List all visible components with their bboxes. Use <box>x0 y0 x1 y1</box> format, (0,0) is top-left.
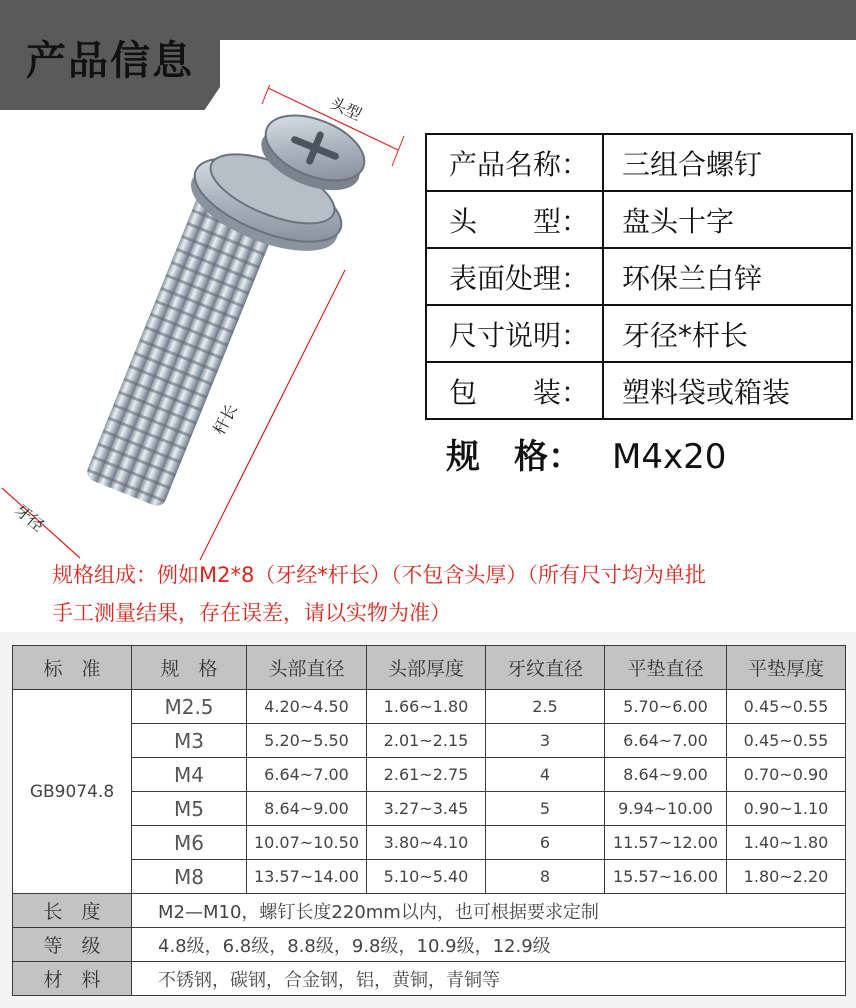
column-header: 头部厚度 <box>367 646 486 690</box>
table-cell: 5.70~6.00 <box>605 690 727 724</box>
table-cell: 3 <box>486 724 605 758</box>
table-row <box>13 792 846 826</box>
table-cell: 8.64~9.00 <box>605 758 727 792</box>
table-cell: 0.90~1.10 <box>727 792 846 826</box>
info-key: 包 装： <box>426 362 603 419</box>
column-header: 平垫直径 <box>605 646 727 690</box>
column-header: 规 格 <box>132 646 247 690</box>
product-info-table <box>425 133 853 420</box>
table-cell: 10.07~10.50 <box>247 826 367 860</box>
table-cell: 5 <box>486 792 605 826</box>
info-row <box>426 191 852 248</box>
table-cell: M8 <box>132 860 247 894</box>
info-key: 表面处理： <box>426 248 603 305</box>
info-value: 牙径*杆长 <box>603 305 852 362</box>
table-row <box>13 724 846 758</box>
table-row <box>13 928 846 962</box>
spec-note <box>52 556 842 632</box>
table-row <box>13 962 846 996</box>
info-key: 尺寸说明： <box>426 305 603 362</box>
table-row <box>13 758 846 792</box>
spec-line <box>446 432 726 482</box>
size-table <box>12 645 846 996</box>
table-row <box>13 860 846 894</box>
table-cell: 6.64~7.00 <box>247 758 367 792</box>
table-cell: 9.94~10.00 <box>605 792 727 826</box>
info-value: 三组合螺钉 <box>603 134 852 191</box>
table-row <box>13 826 846 860</box>
info-key: 产品名称： <box>426 134 603 191</box>
info-row <box>426 305 852 362</box>
table-cell: 1.40~1.80 <box>727 826 846 860</box>
table-cell: M5 <box>132 792 247 826</box>
table-cell: M4 <box>132 758 247 792</box>
page-title: 产品信息 <box>26 38 194 84</box>
row-header: 材 料 <box>13 962 132 996</box>
table-cell: 0.45~0.55 <box>727 724 846 758</box>
note-line: 规格组成：例如M2*8（牙经*杆长）（不包含头厚）（所有尺寸均为单批 <box>52 563 706 587</box>
table-cell: 2.61~2.75 <box>367 758 486 792</box>
table-cell: 6.64~7.00 <box>605 724 727 758</box>
table-cell: 5.20~5.50 <box>247 724 367 758</box>
standard-cell: GB9074.8 <box>13 690 132 894</box>
screw-illustration <box>0 85 420 565</box>
size-table-header <box>13 646 846 690</box>
thread-dimension-label: 牙径 <box>11 500 48 536</box>
column-header: 平垫厚度 <box>727 646 846 690</box>
column-header: 标 准 <box>13 646 132 690</box>
info-row <box>426 248 852 305</box>
row-header: 长 度 <box>13 894 132 928</box>
table-cell: 4.8级，6.8级，8.8级，9.8级，10.9级，12.9级 <box>132 928 846 962</box>
row-header: 等 级 <box>13 928 132 962</box>
table-cell: 4 <box>486 758 605 792</box>
spec-value: M4x20 <box>612 437 727 477</box>
table-cell: M3 <box>132 724 247 758</box>
spec-label: 规 格： <box>446 437 582 477</box>
table-cell: 1.80~2.20 <box>727 860 846 894</box>
info-value: 环保兰白锌 <box>603 248 852 305</box>
table-cell: 0.45~0.55 <box>727 690 846 724</box>
table-cell: 8 <box>486 860 605 894</box>
table-cell: 0.70~0.90 <box>727 758 846 792</box>
table-cell: 6 <box>486 826 605 860</box>
table-row <box>13 894 846 928</box>
table-row <box>13 690 846 724</box>
table-cell: 1.66~1.80 <box>367 690 486 724</box>
head-dimension-label: 头型 <box>327 93 365 125</box>
table-cell: 2.01~2.15 <box>367 724 486 758</box>
table-cell: 11.57~12.00 <box>605 826 727 860</box>
info-row <box>426 362 852 419</box>
table-cell: M2.5 <box>132 690 247 724</box>
info-value: 塑料袋或箱装 <box>603 362 852 419</box>
table-cell: M2—M10，螺钉长度220mm以内，也可根据要求定制 <box>132 894 846 928</box>
note-line: 手工测量结果，存在误差，请以实物为准） <box>52 601 451 625</box>
table-cell: 8.64~9.00 <box>247 792 367 826</box>
table-cell: 13.57~14.00 <box>247 860 367 894</box>
length-dimension-label: 杆长 <box>209 400 242 438</box>
column-header: 头部直径 <box>247 646 367 690</box>
info-value: 盘头十字 <box>603 191 852 248</box>
table-cell: 3.80~4.10 <box>367 826 486 860</box>
table-cell: 2.5 <box>486 690 605 724</box>
table-cell: 5.10~5.40 <box>367 860 486 894</box>
column-header: 牙纹直径 <box>486 646 605 690</box>
info-row <box>426 134 852 191</box>
table-cell: 4.20~4.50 <box>247 690 367 724</box>
table-cell: 15.57~16.00 <box>605 860 727 894</box>
table-cell: 不锈钢，碳钢，合金钢，铝，黄铜，青铜等 <box>132 962 846 996</box>
table-cell: 3.27~3.45 <box>367 792 486 826</box>
table-cell: M6 <box>132 826 247 860</box>
info-key: 头 型： <box>426 191 603 248</box>
